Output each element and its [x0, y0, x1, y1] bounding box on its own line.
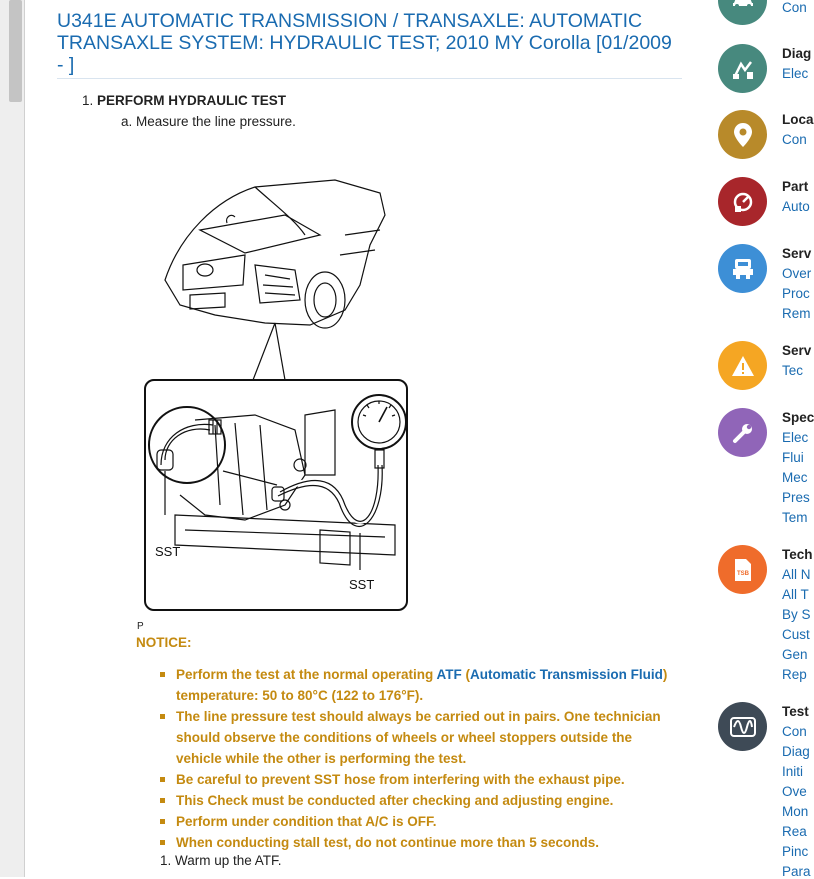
sidebar-link[interactable]: Over: [782, 266, 812, 281]
atf-definition-link[interactable]: Automatic Transmission Fluid: [470, 667, 663, 682]
sst-label-right: SST: [349, 577, 375, 592]
sidebar-link[interactable]: Con: [782, 724, 807, 739]
sidebar-link[interactable]: Proc: [782, 286, 810, 301]
waveform-icon[interactable]: [718, 702, 767, 751]
notice-item: The line pressure test should always be carried out in pairs. One technician should observe the conditions of wheels or wheel stoppers outside the vehicle while the other is performing the test.: [158, 706, 678, 769]
scrollbar-thumb[interactable]: [9, 0, 22, 102]
sidebar-link[interactable]: Pinc: [782, 844, 809, 859]
sidebar-link[interactable]: All N: [782, 567, 811, 582]
sidebar-link[interactable]: Rem: [782, 306, 811, 321]
notice-item: Be careful to prevent SST hose from interfering with the exhaust pipe.: [158, 769, 678, 790]
notice-item: This Check must be conducted after checking and adjusting engine.: [158, 790, 678, 811]
step-perform-hydraulic-test: [82, 93, 286, 108]
parts-icon[interactable]: [718, 177, 767, 226]
sidebar-link[interactable]: Ove: [782, 784, 807, 799]
diagnostic-icon[interactable]: [718, 44, 767, 93]
sidebar-link[interactable]: Rep: [782, 667, 807, 682]
sidebar-link[interactable]: Diag: [782, 744, 810, 759]
step-number: 1.: [82, 93, 94, 108]
figure-code-label: P: [137, 621, 144, 632]
magnified-fitting-circle: [149, 407, 225, 483]
step-title: PERFORM HYDRAULIC TEST: [97, 93, 287, 108]
sidebar-section-title: Serv: [782, 343, 812, 358]
sidebar-link[interactable]: Auto: [782, 199, 810, 214]
sidebar-link[interactable]: Flui: [782, 450, 804, 465]
car-body-outline: [165, 180, 385, 325]
notice-item: When conducting stall test, do not continue more than 5 seconds.: [158, 832, 678, 853]
sidebar-section-title: Serv: [782, 246, 812, 261]
sidebar-link[interactable]: Con: [782, 0, 807, 15]
sidebar-link[interactable]: Mec: [782, 470, 808, 485]
sidebar-link[interactable]: Rea: [782, 824, 807, 839]
sidebar-link[interactable]: Elec: [782, 66, 809, 81]
service-icon[interactable]: [718, 244, 767, 293]
notice-list: [158, 664, 678, 853]
sidebar-link[interactable]: Initi: [782, 764, 804, 779]
svg-text:TSB: TSB: [736, 570, 749, 577]
sidebar-link[interactable]: Tec: [782, 363, 804, 378]
wrench-icon[interactable]: [718, 408, 767, 457]
sst-label-left: SST: [155, 544, 181, 559]
notice-item: Perform under condition that A/C is OFF.: [158, 811, 678, 832]
sidebar-link[interactable]: All T: [782, 587, 809, 602]
sidebar-link[interactable]: Mon: [782, 804, 809, 819]
sidebar-section-title: Part: [782, 179, 809, 194]
page-title: U341E AUTOMATIC TRANSMISSION / TRANSAXLE: AUTOMATIC TRANSAXLE SYSTEM: HYDRAULIC TEST; 2010 MY Corolla [01/2009 - ]: [57, 10, 682, 79]
sidebar-link[interactable]: Gen: [782, 647, 808, 662]
sidebar-link[interactable]: Para: [782, 864, 811, 879]
right-sidebar: [715, 0, 814, 879]
sidebar-link[interactable]: By S: [782, 607, 811, 622]
vertical-scrollbar[interactable]: [0, 0, 25, 877]
location-pin-icon[interactable]: [718, 110, 767, 159]
step-warm-up-atf: 1. Warm up the ATF.: [160, 853, 282, 868]
sidebar-section-title: Tech: [782, 547, 813, 562]
sidebar-link[interactable]: Elec: [782, 430, 809, 445]
article-header: [57, 10, 682, 79]
notice-heading: NOTICE:: [136, 635, 192, 650]
inset-frame: [145, 380, 407, 610]
car-icon[interactable]: [718, 0, 767, 25]
sidebar-section-title: Loca: [782, 112, 814, 127]
sidebar-link[interactable]: Con: [782, 132, 807, 147]
substep-measure-line-pressure: a. Measure the line pressure.: [121, 114, 296, 129]
sidebar-link[interactable]: Cust: [782, 627, 810, 642]
tsb-icon[interactable]: [718, 545, 767, 594]
atf-link[interactable]: ATF: [436, 667, 462, 682]
sidebar-link[interactable]: Tem: [782, 510, 808, 525]
hydraulic-test-illustration[interactable]: [135, 175, 425, 635]
sidebar-section-title: Spec: [782, 410, 814, 425]
notice-item: Perform the test at the normal operating ATF (Automatic Transmission Fluid) temperature: 50 to 80°C (122 to 176°F).: [158, 664, 678, 706]
warning-icon[interactable]: [718, 341, 767, 390]
sidebar-section-title: Test: [782, 704, 809, 719]
sidebar-link[interactable]: Pres: [782, 490, 810, 505]
sidebar-section-title: Diag: [782, 46, 812, 61]
